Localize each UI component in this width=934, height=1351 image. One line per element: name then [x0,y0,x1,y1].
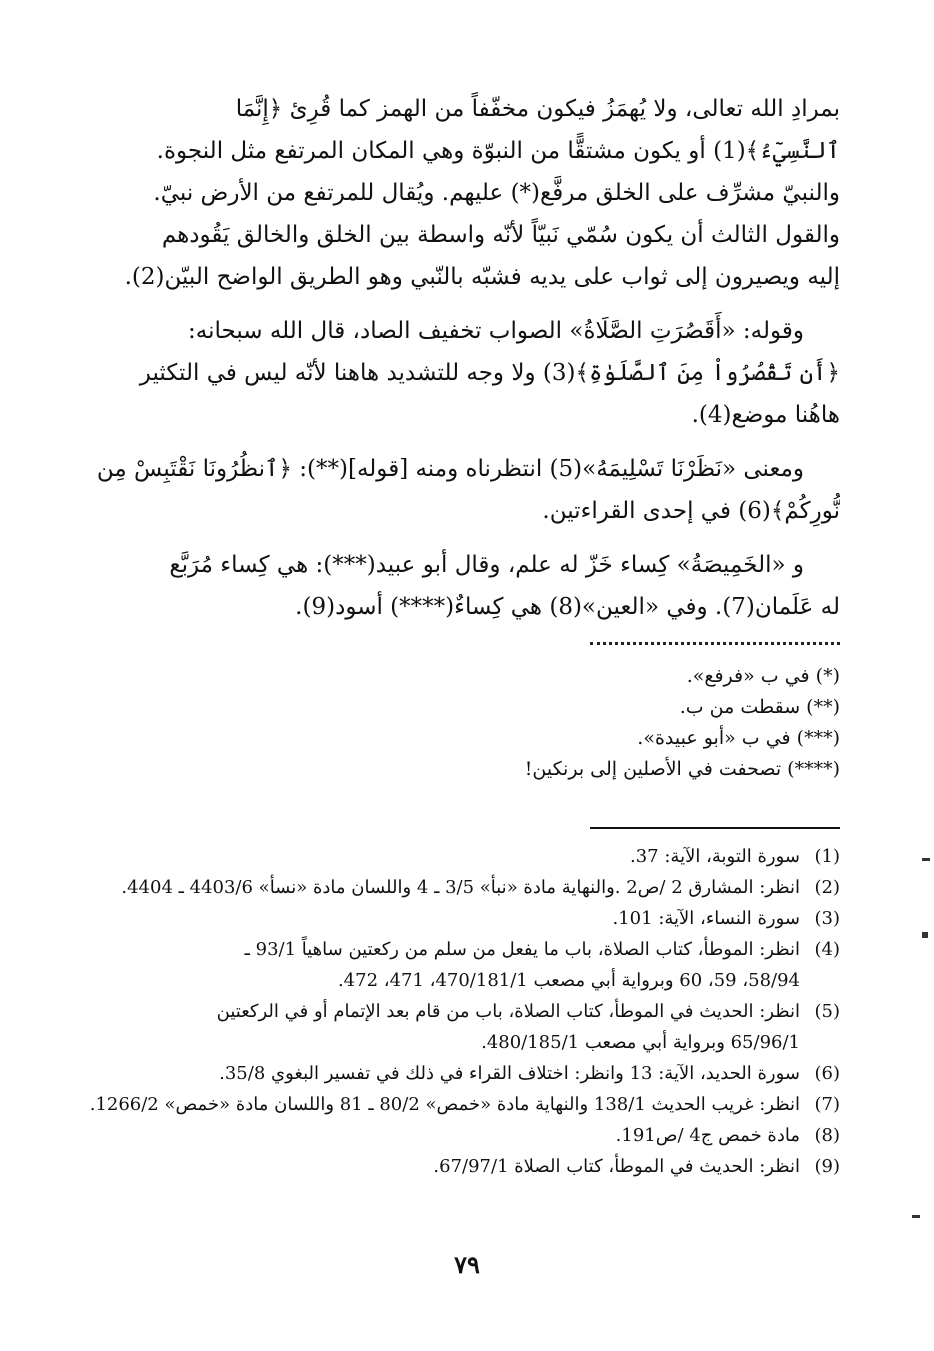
footnote-9 [90,1151,840,1182]
page-number: ٧٩ [454,1250,480,1279]
footnote-text: انظر: الموطأ، كتاب الصلاة، باب ما يفعل من سلم من ركعتين ساهياً 93/1 ـ [244,939,800,960]
scan-mark [922,932,928,938]
editor-note: (****) تصحفت في الأصلين إلى برنكين! [524,758,840,780]
footnote-rule [590,827,840,829]
footnote-1 [90,841,840,872]
text-line: ﴿أَن تَقْصُرُواْ مِنَ ٱلصَّلَوٰةِ﴾(3) ولا وجه للتشديد هاهنا لأنّه ليس في التكثير [139,360,840,386]
text-line: والنبيّ مشرِّف على الخلق مرفَّع(*) عليهم. ويُقال للمرتفع من الأرض نبيّ. [153,180,840,206]
footnote-7 [90,1089,840,1120]
footnote-number: (5) [814,1001,840,1022]
text-line: نُّورِكُمْ﴾(6) في إحدى القراءتين. [542,498,840,524]
footnote-number: (3) [814,908,840,929]
footnote-number: (9) [814,1156,840,1177]
footnote-number: (1) [814,846,840,867]
footnote-text: 58/94، 59، 60 وبرواية أبي مصعب 470/181/1، 471، 472. [337,970,800,991]
footnote-6 [90,1058,840,1089]
paragraph-4 [90,544,840,628]
book-page [90,88,840,1288]
text-line: ومعنى «نَظَرْنَا تَسْلِيمَهُ»(5) انتظرناه ومنه [قوله](**): ﴿ٱنظُرُونَا نَقْتَبِسْ مِن [96,456,804,482]
footnote-number: (2) [814,877,840,898]
footnote-text: سورة التوبة، الآية: 37. [630,846,800,867]
footnote-text: سورة النساء، الآية: 101. [612,908,800,929]
footnote-3 [90,903,840,934]
text-line: له عَلَمان(7). وفي «العين»(8) هي كِساءٌ(****) أسود(9). [295,594,840,620]
editor-note: (**) سقطت من ب. [679,696,840,718]
editor-note: (***) في ب «أبو عبيدة». [637,727,840,749]
footnote-text: انظر: الحديث في الموطأ، كتاب الصلاة، باب من قام بعد الإتمام أو في الركعتين [216,1001,800,1022]
editor-note: (*) في ب «فرفع». [686,665,840,687]
footnote-5 [90,996,840,1058]
text-line: و «الخَمِيصَةُ» كِساء خَزّ له علم، وقال أبو عبيد(***): هي كِساء مُرَبَّع [169,552,804,578]
text-line: والقول الثالث أن يكون سُمّي نَبيّاً لأنّه واسطة بين الخلق والخالق يَقُودهم [161,222,840,248]
footnotes [90,841,840,1182]
footnote-text: مادة خمص ج4 /ص191. [615,1125,800,1146]
footnote-text: انظر: المشارق 2 /ص2 .والنهاية مادة «نبأ» 3/5 ـ 4 واللسان مادة «نسأ» 4403/6 ـ 4404. [121,877,800,898]
footnote-number: (6) [814,1063,840,1084]
footnote-text: سورة الحديد، الآية: 13 وانظر: اختلاف القراء في ذلك في تفسير البغوي 35/8. [219,1063,800,1084]
text-line: وقوله: «أَقَصُرَتِ الصَّلَاةُ» الصواب تخفيف الصاد، قال الله سبحانه: [187,318,804,344]
footnote-4 [90,934,840,996]
footnote-text: انظر: غريب الحديث 138/1 والنهاية مادة «خمص» 80/2 ـ 81 واللسان مادة «خمص» 1266/2. [89,1094,800,1115]
footnote-number: (4) [814,939,840,960]
editor-notes [480,661,840,785]
footnote-number: (8) [814,1125,840,1146]
text-line: ٱلنَّسِيٓءُ﴾(1) أو يكون مشتقًّا من النبوّة وهي المكان المرتفع مثل النجوة. [156,138,840,164]
text-line: إليه ويصيرون إلى ثواب على يديه فشبّه بالنّبي وهو الطريق الواضح البيّن(2). [124,264,840,290]
footnote-number: (7) [814,1094,840,1115]
text-line: هاهُنا موضع(4). [691,402,840,428]
footnote-8 [90,1120,840,1151]
dotted-separator [590,642,840,651]
paragraph-2 [90,310,840,436]
paragraph-3 [90,448,840,532]
paragraph-1 [90,88,840,298]
footnote-text: 65/96/1 وبرواية أبي مصعب 480/185/1. [481,1032,800,1053]
text-line: بمرادِ الله تعالى، ولا يُهمَزُ فيكون مخفّفاً من الهمز كما قُرِئ ﴿إِنَّمَا [235,96,840,122]
scan-mark [922,858,930,861]
footnote-2 [90,872,840,903]
scan-mark [912,1215,920,1218]
footnote-text: انظر: الحديث في الموطأ، كتاب الصلاة 67/97/1. [433,1156,800,1177]
